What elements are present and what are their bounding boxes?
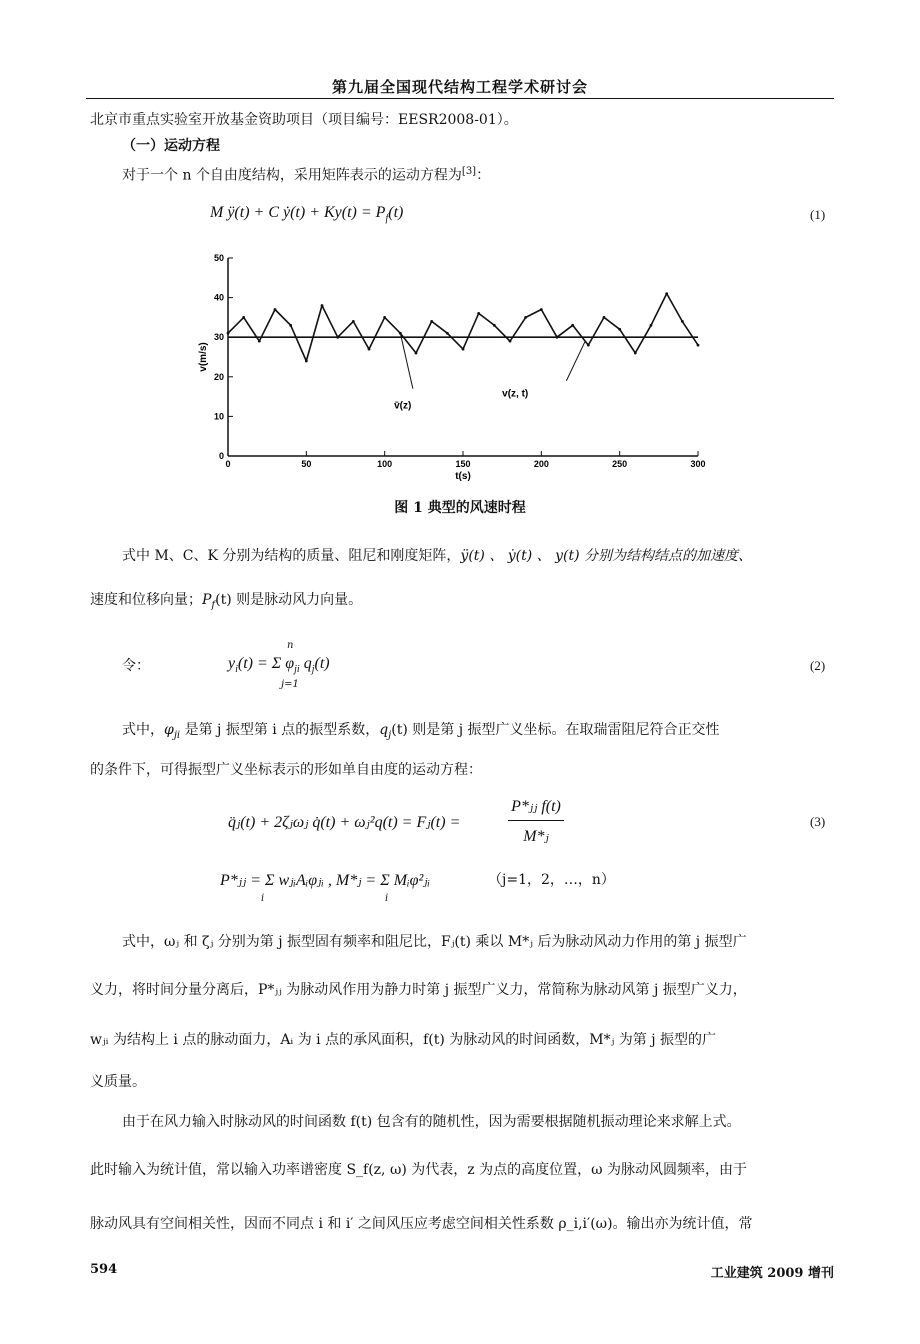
para2-line1 [122,722,720,742]
intro-text [122,166,490,184]
para1-line2-c: (t) 则是脉动风力向量。 [215,592,363,608]
para2-line2: 的条件下，可得振型广义坐标表示的形如单自由度的运动方程： [90,762,482,778]
para2-q-sub: j [388,729,392,741]
para2-line1-b: 是第 j 振型第 i 点的振型系数， [180,722,380,738]
series-point-7 [336,336,339,339]
series-point-27 [650,324,653,327]
y-tick-label-0: 0 [218,451,224,461]
para1-line1-b: ÿ(t) 、 ẏ(t) 、 y(t) 分别为结构结点的加速度、 [460,548,753,564]
page-number: 594 [90,1262,118,1277]
eq3-numerator: P*ⱼⱼ f(t) [511,798,561,815]
x-tick-label-5: 250 [612,459,628,469]
y-tick-label-1: 10 [213,411,224,422]
series-point-20 [540,308,543,311]
eq2-q: q [299,655,312,672]
series-point-6 [321,304,324,307]
para1-line1 [122,548,752,565]
series-point-14 [446,332,449,335]
y-axis-title: v(m/s) [198,342,209,372]
journal-footer: 工业建筑 2009 增刊 [710,1266,834,1281]
eq1-rhs: (t) [388,204,404,221]
series-point-23 [587,344,590,347]
mean-label: v̄(z) [394,400,412,412]
citation-ref: [3] [461,166,477,177]
series-point-25 [618,328,621,331]
series-point-22 [571,324,574,327]
series-point-8 [352,320,355,323]
series-point-18 [509,340,512,343]
para1-line2 [90,592,362,612]
eq3-denominator: M*ⱼ [523,828,549,845]
x-tick-label-0: 0 [225,459,231,469]
x-tick-label-3: 150 [455,459,471,469]
eq2-y-sub: i [235,664,238,676]
para2-phi-sub: ji [173,729,181,741]
para3-line4: 义质量。 [90,1074,146,1090]
para3-line2: 义力，将时间分量分离后，P*ⱼⱼ 为脉动风作用为静力时第 j 振型广义力，常简称为脉动风第 j 振型广义力， [90,982,747,998]
series-point-26 [634,352,637,355]
y-tick-label-3: 30 [213,332,224,343]
figure-caption: 图 1 典型的风速时程 [394,500,526,516]
para2-line1-c: (t) 则是第 j 振型广义坐标。在取瑞雷阻尼符合正交性 [391,722,720,738]
series-point-3 [274,308,277,311]
series-point-17 [493,324,496,327]
eq2-sum-bottom: j=1 [281,679,299,690]
series-point-4 [289,324,292,327]
eq2-y: y [228,655,236,672]
eq3b-range: （j=1，2，…，n） [488,872,615,888]
series-point-24 [603,316,606,319]
eq2-tail: (t) [314,655,330,672]
eq2-mid: (t) = Σ φ [237,655,295,672]
intro-body: 对于一个 n 个自由度结构，采用矩阵表示的运动方程为 [122,167,462,184]
eq3-number: (3) [810,814,826,829]
series-point-28 [665,292,668,295]
series-point-21 [556,336,559,339]
header-rule [86,98,834,99]
eq2-lead: 令： [122,658,150,674]
series-point-13 [430,320,433,323]
para4-line2: 此时输入为统计值，常以输入功率谱密度 S_f(z, ω) 为代表，z 为点的高度位置，ω 为脉动风圆频率，由于 [90,1162,747,1178]
series-point-2 [258,340,261,343]
x-tick-label-1: 50 [301,459,312,469]
x-axis-title: t(s) [455,471,471,482]
para3-line3: wⱼᵢ 为结构上 i 点的脉动面力，Aᵢ 为 i 点的承风面积，f(t) 为脉动风的时间函数，M*ⱼ 为第 j 振型的广 [90,1032,716,1048]
series-point-1 [242,316,245,319]
running-header: 第九届全国现代结构工程学术研讨会 [331,78,588,96]
eq3-fraction-bar [508,820,564,821]
funding-note: 北京市重点实验室开放基金资助项目（项目编号：EESR2008-01）。 [90,112,518,128]
eq1-lhs: M ÿ(t) + C ẏ(t) + Ky(t) = P [210,204,386,221]
eq3b-sum-idx-2: i [385,893,389,904]
eq2-number: (2) [810,658,826,673]
x-tick-label-2: 100 [377,459,393,469]
eq3b-formula: P*ⱼⱼ = Σ wⱼᵢAᵢφⱼᵢ , M*ⱼ = Σ Mᵢφ²ⱼᵢ [220,872,430,889]
y-tick-label-5: 50 [213,253,224,263]
series-point-5 [305,360,308,363]
x-tick-label-6: 300 [690,459,706,469]
para3-line1: 式中，ωⱼ 和 ζⱼ 分别为第 j 振型固有频率和阻尼比，Fⱼ(t) 乘以 M*ⱼ 后为脉动风动力作用的第 j 振型广 [122,934,747,950]
series-point-9 [368,348,371,351]
series-label: v(z, t) [502,388,529,400]
para1-line2-a: 速度和位移向量； [90,592,202,608]
series-point-19 [524,316,527,319]
eq1-number: (1) [810,207,826,222]
y-tick-label-2: 20 [213,371,224,382]
series-point-12 [415,352,418,355]
series-point-15 [462,348,465,351]
para2-q: q [379,722,389,738]
eq2-sum-top: n [287,640,294,651]
para2-line1-a: 式中， [122,722,164,738]
para1-line1-a: 式中 M、C、K 分别为结构的质量、阻尼和刚度矩阵， [122,548,461,564]
eq1-sub: f [385,213,389,225]
equation-2 [228,655,330,675]
eq3-lhs: q̈ⱼ(t) + 2ζⱼωⱼ q̇(t) + ωⱼ²q(t) = Fⱼ(t) = [228,814,461,831]
eq3b-sum-idx-1: i [261,893,265,904]
para4-line3: 脉动风具有空间相关性，因而不同点 i 和 i′ 之间风压应考虑空间相关性系数 ρ_i,i′(ω)。输出亦为统计值，常 [90,1216,753,1232]
series-point-30 [697,344,700,347]
wind-speed-chart [180,246,740,490]
para1-line2-sub: f [211,599,216,611]
section-title: （一）运动方程 [122,138,220,154]
series-label-leader [566,341,585,381]
series-point-16 [477,312,480,315]
series-point-0 [227,332,230,335]
y-tick-label-4: 40 [213,292,224,303]
intro-tail: ： [476,167,491,184]
wind-speed-series [228,294,698,361]
para4-line1: 由于在风力输入时脉动风的时间函数 f(t) 包含有的随机性，因为需要根据随机振动理论来求解上式。 [122,1114,741,1130]
eq2-phi-sub: ji [294,664,300,676]
para2-phi: φ [164,722,174,738]
x-tick-label-4: 200 [533,459,549,469]
equation-1 [210,204,403,224]
eq2-q-sub: j [311,664,315,676]
series-point-29 [681,320,684,323]
series-point-10 [383,316,386,319]
para1-line2-b: P [202,592,212,608]
